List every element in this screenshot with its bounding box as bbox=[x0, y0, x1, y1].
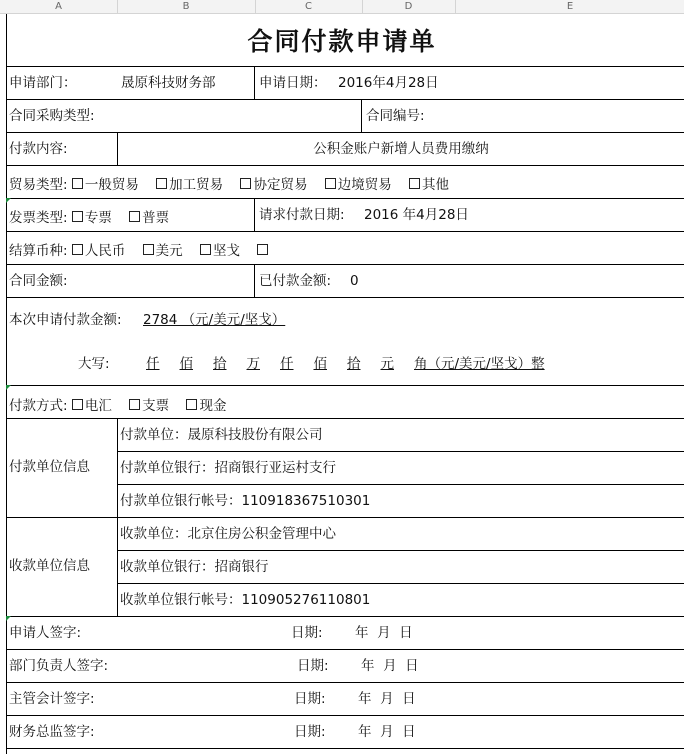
accountant-date-label: 日期: bbox=[294, 691, 326, 707]
capital-label: 大写: bbox=[78, 356, 110, 372]
invoice-option-special[interactable]: 专票 bbox=[72, 210, 112, 226]
checkbox-icon[interactable] bbox=[72, 244, 83, 255]
accountant-signature-label: 主管会计签字: bbox=[9, 691, 95, 707]
request-date-label: 请求付款日期: bbox=[259, 207, 345, 223]
checkbox-icon[interactable] bbox=[200, 244, 211, 255]
trade-type-row bbox=[9, 176, 449, 194]
accountant-date-value[interactable]: 年 月 日 bbox=[358, 691, 416, 707]
dept-label: 申请部门： bbox=[9, 75, 77, 91]
column-a-header[interactable]: A bbox=[55, 1, 62, 12]
invoice-type-label: 发票类型: bbox=[9, 210, 68, 226]
unit-yuan: 元 bbox=[380, 356, 394, 372]
column-d-header[interactable]: D bbox=[404, 1, 413, 12]
form-title: 合同付款申请单 bbox=[247, 27, 437, 56]
capital-suffix: （元/美元/坚戈）整 bbox=[427, 356, 545, 372]
payee-bank[interactable]: 收款单位银行：招商银行 bbox=[120, 559, 269, 575]
cfo-signature-label: 财务总监签字: bbox=[9, 724, 95, 740]
column-b-header[interactable]: B bbox=[182, 1, 190, 12]
applicant-signature-label: 申请人签字: bbox=[9, 625, 82, 641]
form-sheet bbox=[0, 14, 684, 754]
checkbox-icon[interactable] bbox=[409, 178, 420, 189]
unit-bai-2: 佰 bbox=[313, 356, 327, 372]
cfo-date-value[interactable]: 年 月 日 bbox=[358, 724, 416, 740]
payment-method-label: 付款方式: bbox=[9, 398, 68, 414]
contract-number-label: 合同编号: bbox=[366, 108, 425, 124]
trade-type-label: 贸易类型: bbox=[9, 177, 68, 193]
payer-section-label: 付款单位信息 bbox=[9, 459, 90, 475]
trade-option-processing[interactable]: 加工贸易 bbox=[156, 177, 223, 193]
checkbox-icon[interactable] bbox=[72, 178, 83, 189]
checkbox-icon[interactable] bbox=[129, 211, 140, 222]
currency-label: 结算币种: bbox=[9, 243, 68, 259]
checkbox-icon[interactable] bbox=[129, 399, 140, 410]
invoice-type-row bbox=[9, 209, 169, 227]
payment-content-value[interactable]: 公积金账户新增人员费用缴纳 bbox=[313, 141, 489, 157]
unit-shi: 拾 bbox=[213, 356, 227, 372]
invoice-option-normal[interactable]: 普票 bbox=[129, 210, 169, 226]
checkbox-icon[interactable] bbox=[325, 178, 336, 189]
trade-option-other[interactable]: 其他 bbox=[409, 177, 449, 193]
checkbox-icon[interactable] bbox=[156, 178, 167, 189]
paid-amount-value[interactable]: 0 bbox=[350, 273, 359, 289]
column-header-bar bbox=[0, 0, 684, 14]
cfo-date-label: 日期: bbox=[294, 724, 326, 740]
method-option-wire[interactable]: 电汇 bbox=[72, 398, 112, 414]
payment-content-label: 付款内容: bbox=[9, 141, 68, 157]
payer-bank[interactable]: 付款单位银行：招商银行亚运村支行 bbox=[120, 460, 336, 476]
payer-unit[interactable]: 付款单位：晟原科技股份有限公司 bbox=[120, 427, 323, 443]
checkbox-icon[interactable] bbox=[72, 399, 83, 410]
request-amount-value[interactable]: 2784 （元/美元/坚戈） bbox=[143, 312, 286, 328]
dept-value[interactable]: 晟原科技财务部 bbox=[121, 75, 216, 91]
trade-option-agreement[interactable]: 协定贸易 bbox=[240, 177, 307, 193]
payee-account[interactable]: 收款单位银行帐号：110905276110801 bbox=[120, 592, 371, 608]
checkbox-icon[interactable] bbox=[143, 244, 154, 255]
request-amount-label: 本次申请付款金额: bbox=[9, 312, 122, 328]
checkbox-icon[interactable] bbox=[257, 244, 268, 255]
unit-bai: 佰 bbox=[179, 356, 193, 372]
checkbox-icon[interactable] bbox=[72, 211, 83, 222]
trade-option-border[interactable]: 边境贸易 bbox=[325, 177, 392, 193]
capital-value[interactable] bbox=[126, 355, 545, 373]
paid-amount-label: 已付款金额: bbox=[259, 273, 332, 289]
currency-option-rmb[interactable]: 人民币 bbox=[72, 243, 126, 259]
unit-jiao: 角 bbox=[414, 356, 428, 372]
method-option-cash[interactable]: 现金 bbox=[186, 398, 226, 414]
dept-head-signature-label: 部门负责人签字: bbox=[9, 658, 109, 674]
payer-account[interactable]: 付款单位银行帐号：110918367510301 bbox=[120, 493, 371, 509]
currency-option-usd[interactable]: 美元 bbox=[143, 243, 183, 259]
unit-qian-2: 仟 bbox=[280, 356, 294, 372]
payee-unit[interactable]: 收款单位：北京住房公积金管理中心 bbox=[120, 526, 336, 542]
checkbox-icon[interactable] bbox=[240, 178, 251, 189]
column-e-header[interactable]: E bbox=[566, 1, 574, 12]
currency-option-blank[interactable] bbox=[257, 243, 270, 259]
currency-row bbox=[9, 242, 270, 260]
currency-option-tenge[interactable]: 坚戈 bbox=[200, 243, 240, 259]
contract-amount-label: 合同金额: bbox=[9, 273, 68, 289]
dept-head-date-value[interactable]: 年 月 日 bbox=[361, 658, 419, 674]
apply-date-label: 申请日期： bbox=[259, 75, 327, 91]
contract-type-label: 合同采购类型: bbox=[9, 108, 95, 124]
trade-option-general[interactable]: 一般贸易 bbox=[72, 177, 139, 193]
dept-head-date-label: 日期: bbox=[297, 658, 329, 674]
unit-shi-2: 拾 bbox=[347, 356, 361, 372]
unit-wan: 万 bbox=[246, 356, 260, 372]
payment-method-row bbox=[9, 397, 226, 415]
applicant-date-label: 日期: bbox=[291, 625, 323, 641]
payee-section-label: 收款单位信息 bbox=[9, 558, 90, 574]
applicant-date-value[interactable]: 年 月 日 bbox=[355, 625, 413, 641]
checkbox-icon[interactable] bbox=[186, 399, 197, 410]
request-date-value[interactable]: 2016 年4月28日 bbox=[364, 207, 469, 223]
apply-date-value[interactable]: 2016年4月28日 bbox=[338, 75, 439, 91]
unit-qian: 仟 bbox=[146, 356, 160, 372]
column-c-header[interactable]: C bbox=[305, 1, 312, 12]
method-option-check[interactable]: 支票 bbox=[129, 398, 169, 414]
